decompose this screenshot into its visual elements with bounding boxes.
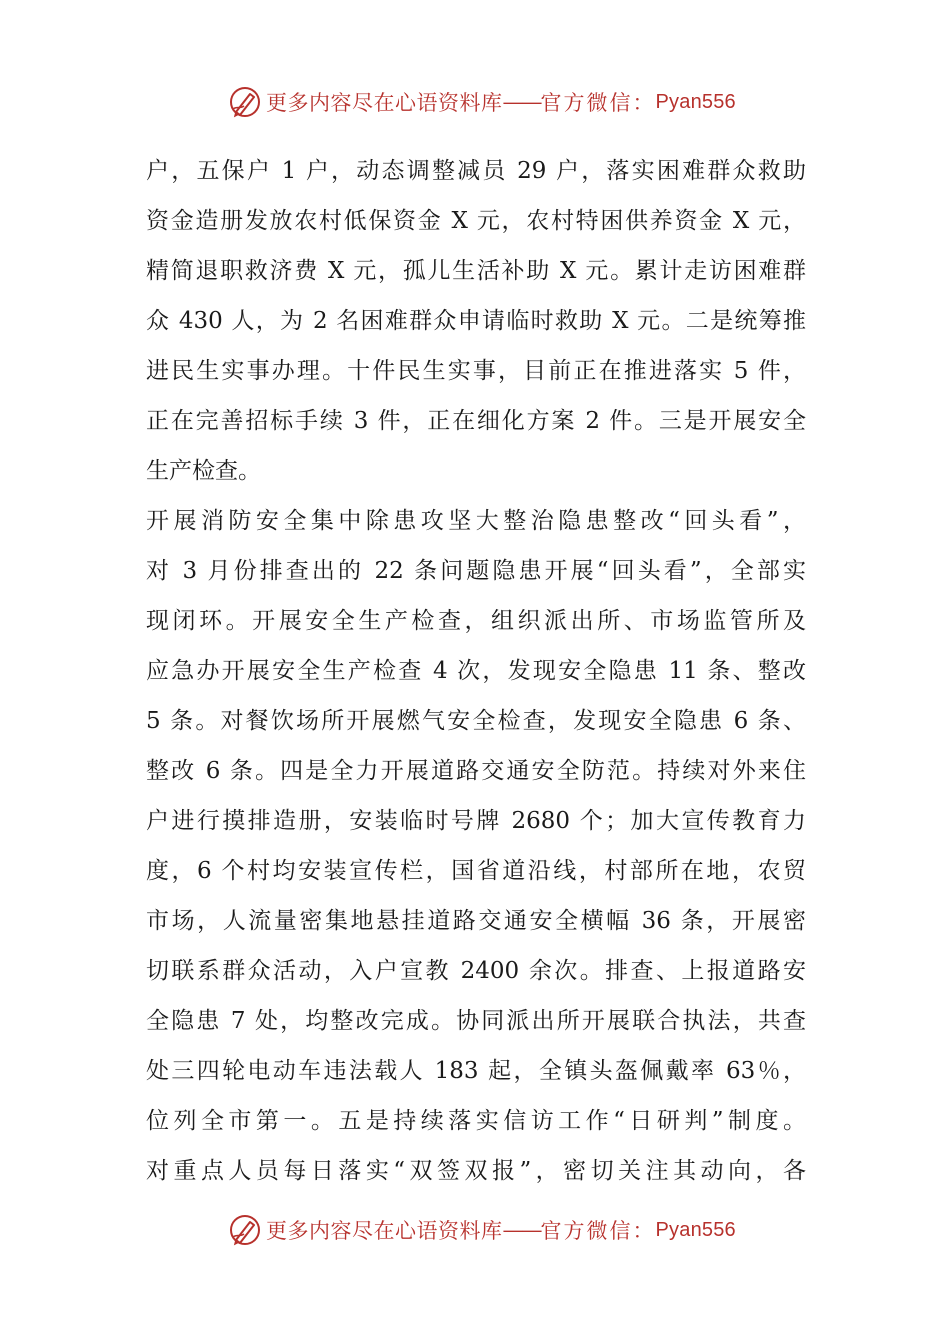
- header-dash: ——: [502, 90, 541, 114]
- text-line: 对 3 月份排查出的 22 条问题隐患开展“回头看”，全部实: [146, 558, 806, 584]
- text-line: 资金造册发放农村低保资金 X 元，农村特困供养资金 X 元，: [146, 208, 806, 234]
- text-line: 户进行摸排造册，安装临时号牌 2680 个；加大宣传教育力: [146, 808, 806, 834]
- body-text: [146, 146, 806, 1196]
- pen-logo-icon: [228, 1213, 262, 1247]
- text-line: 全隐患 7 处，均整改完成。协同派出所开展联合执法，共查: [146, 1008, 806, 1034]
- text-line: 整改 6 条。四是全力开展道路交通安全防范。持续对外来住: [146, 758, 806, 784]
- footer-dash: ——: [502, 1218, 541, 1242]
- footer-site-text: 更多内容尽在心语资料库: [266, 1219, 503, 1243]
- header-wechat-label: 官方微信：: [540, 91, 656, 115]
- footer-wechat-label: 官方微信：: [540, 1219, 656, 1243]
- text-line: 进民生实事办理。十件民生实事，目前正在推进落实 5 件，: [146, 358, 806, 384]
- footer-account: Pyan556: [655, 1218, 736, 1241]
- text-line: 位列全市第一。五是持续落实信访工作“日研判”制度。: [146, 1108, 806, 1134]
- text-line: 5 条。对餐饮场所开展燃气安全检查，发现安全隐患 6 条、: [146, 708, 806, 734]
- text-line: 精简退职救济费 X 元，孤儿生活补助 X 元。累计走访困难群: [146, 258, 806, 284]
- header-account: Pyan556: [655, 90, 736, 113]
- text-line: 市场，人流量密集地悬挂道路交通安全横幅 36 条，开展密: [146, 908, 806, 934]
- text-line: 正在完善招标手续 3 件，正在细化方案 2 件。三是开展安全: [146, 408, 806, 434]
- text-line: 生产检查。: [146, 458, 261, 484]
- pen-logo-icon: [228, 85, 262, 119]
- header-site-text: 更多内容尽在心语资料库: [266, 91, 503, 115]
- text-line: 户，五保户 1 户，动态调整减员 29 户，落实困难群众救助: [146, 158, 806, 184]
- header-banner: [228, 82, 736, 122]
- text-line: 众 430 人，为 2 名困难群众申请临时救助 X 元。二是统筹推: [146, 308, 806, 334]
- text-line: 应急办开展安全生产检查 4 次，发现安全隐患 11 条、整改: [146, 658, 806, 684]
- text-line: 开展消防安全集中除患攻坚大整治隐患整改“回头看”，: [146, 508, 806, 534]
- footer-banner: [228, 1210, 736, 1250]
- text-line: 切联系群众活动，入户宣教 2400 余次。排查、上报道路安: [146, 958, 806, 984]
- text-line: 度，6 个村均安装宣传栏，国省道沿线，村部所在地，农贸: [146, 858, 806, 884]
- text-line: 对重点人员每日落实“双签双报”，密切关注其动向，各: [146, 1158, 806, 1184]
- text-line: 现闭环。开展安全生产检查，组织派出所、市场监管所及: [146, 608, 806, 634]
- text-line: 处三四轮电动车违法载人 183 起，全镇头盔佩戴率 63％，: [146, 1058, 806, 1084]
